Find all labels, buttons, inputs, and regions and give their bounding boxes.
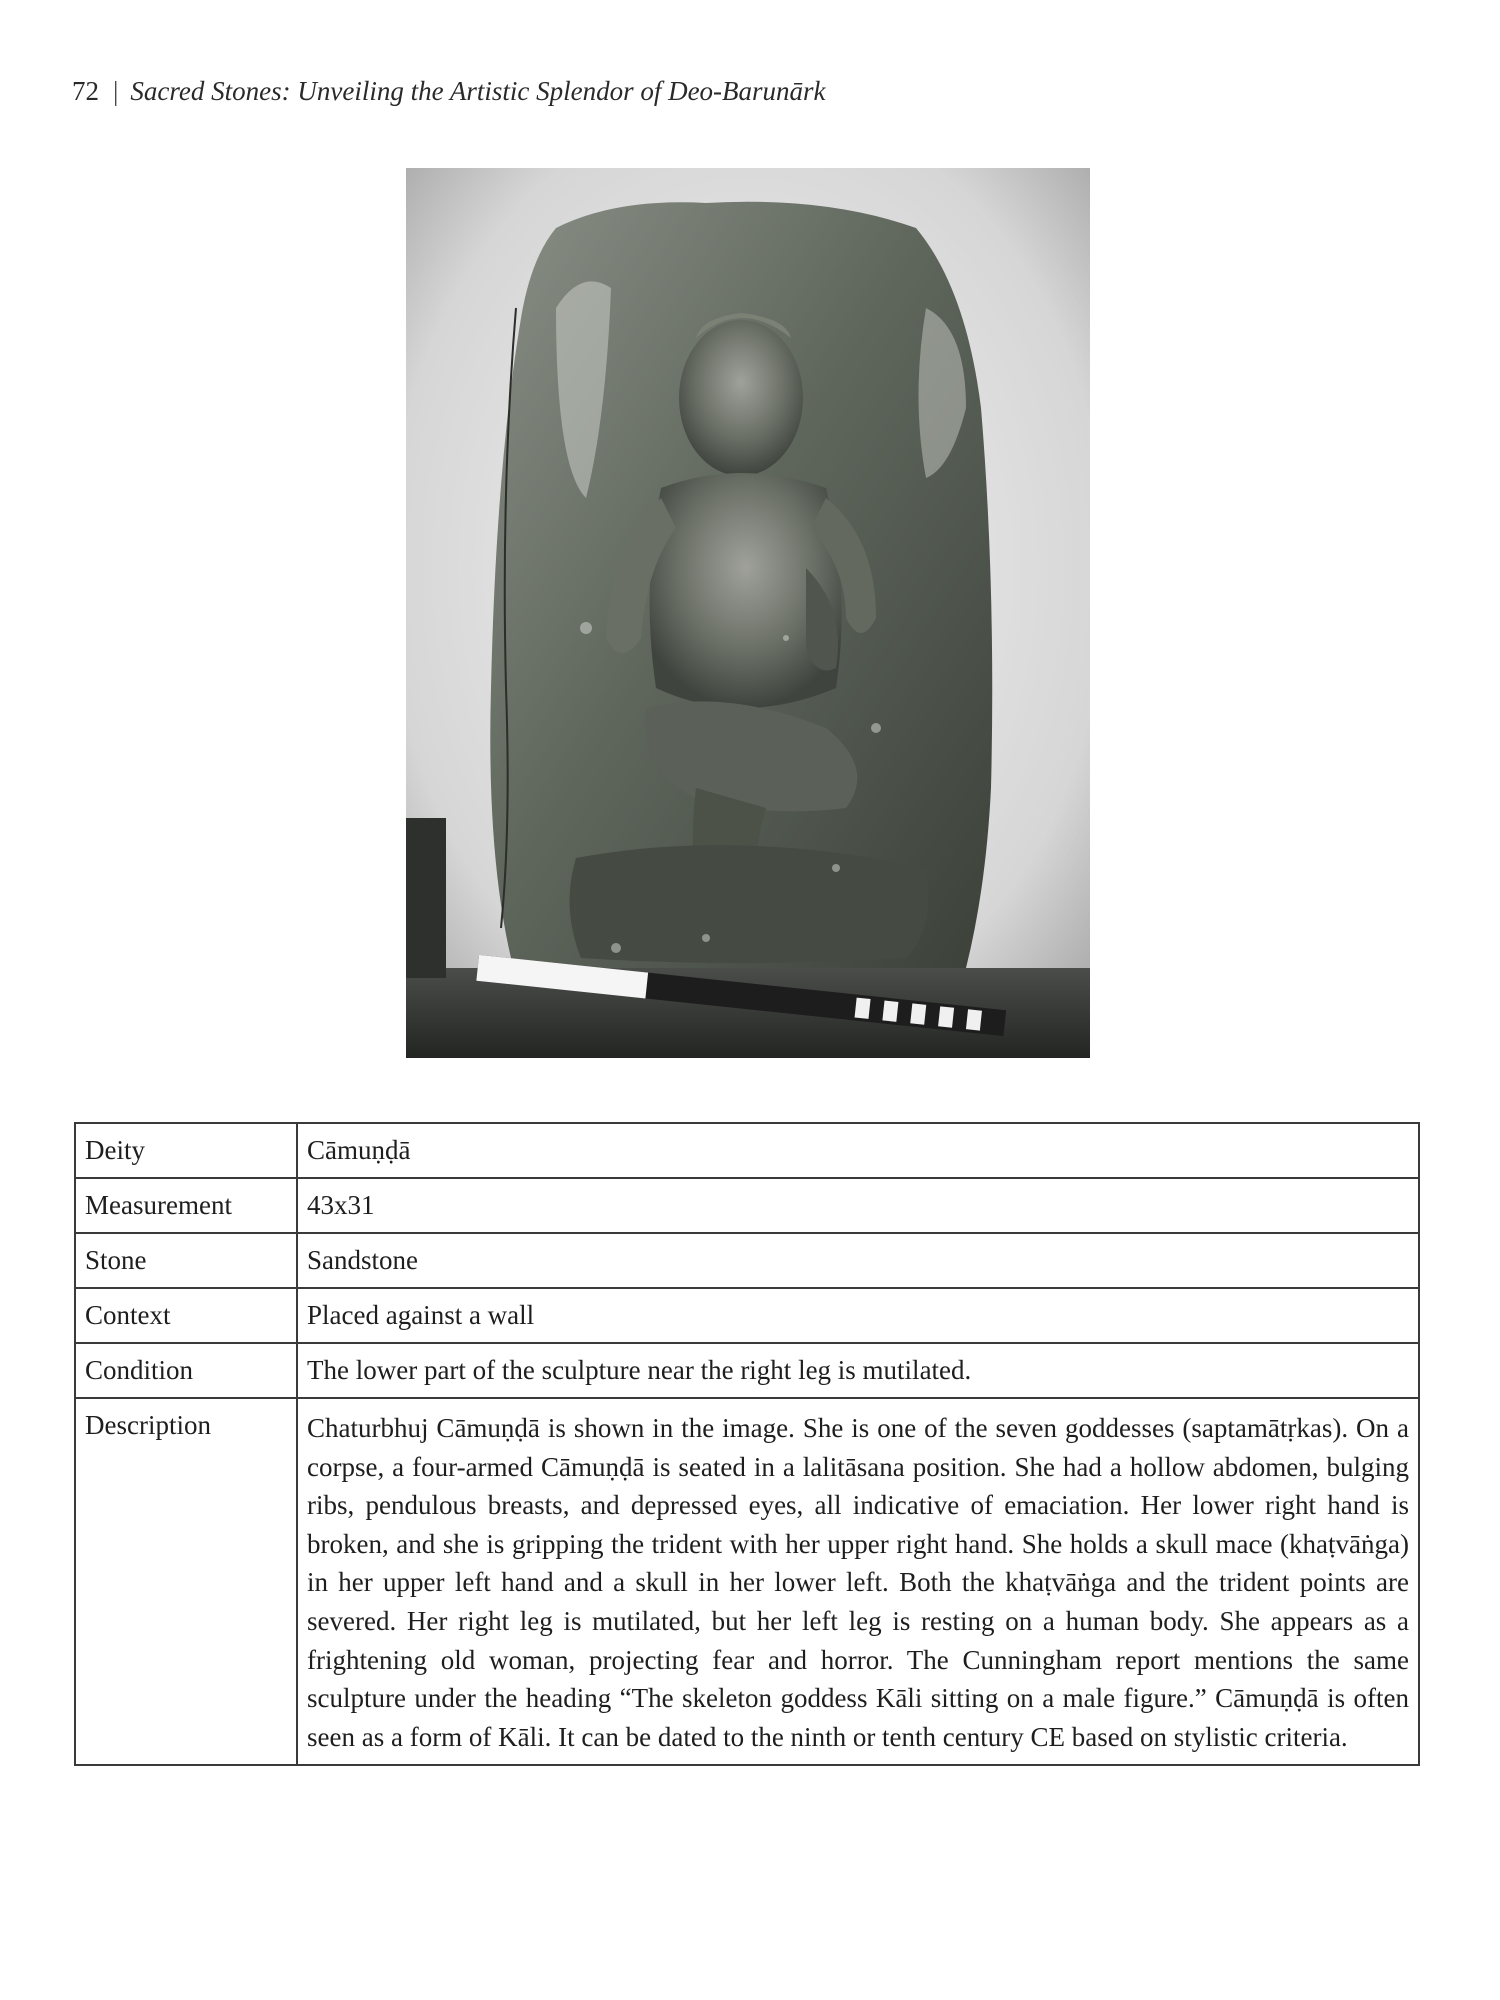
corpse-base xyxy=(570,845,929,963)
running-header xyxy=(72,76,826,107)
scale-mark-1 xyxy=(855,998,871,1019)
table-label-condition: Condition xyxy=(75,1343,297,1398)
table-value-measurement: 43x31 xyxy=(297,1178,1419,1233)
table-value-deity: Cāmuṇḍā xyxy=(297,1123,1419,1178)
floor-shadow-left xyxy=(406,818,446,978)
figure-head xyxy=(679,320,803,476)
sculpture-photo-image xyxy=(406,168,1090,1058)
book-title: Sacred Stones: Unveiling the Artistic Splendor of Deo-Barunārk xyxy=(130,76,826,106)
table-row-deity xyxy=(75,1123,1419,1178)
table-value-condition: The lower part of the sculpture near the right leg is mutilated. xyxy=(297,1343,1419,1398)
table-row-condition xyxy=(75,1343,1419,1398)
table-value-context: Placed against a wall xyxy=(297,1288,1419,1343)
table-row-context xyxy=(75,1288,1419,1343)
table-label-context: Context xyxy=(75,1288,297,1343)
page-number: 72 xyxy=(72,76,99,106)
table-label-description: Description xyxy=(75,1398,297,1765)
table-row-measurement xyxy=(75,1178,1419,1233)
header-separator: | xyxy=(113,76,119,106)
scale-mark-5 xyxy=(966,1009,982,1030)
table-value-stone: Sandstone xyxy=(297,1233,1419,1288)
scale-mark-2 xyxy=(882,1000,898,1021)
table-label-stone: Stone xyxy=(75,1233,297,1288)
sculpture-photograph xyxy=(406,168,1090,1058)
table-value-description: Chaturbhuj Cāmuṇḍā is shown in the image. She is one of the seven goddesses (saptamātṛkas). On a corpse, a four-armed Cāmuṇḍā is seated in a lalitāsana position. She had a hollow abdomen, bulging ribs, pendulous breasts, and depressed eyes, all indicative of emaciation. Her lower right hand is broken, and she is gripping the trident with her upper right hand. She holds a skull mace (khaṭvāṅga) in her upper left hand and a skull in her lower left. Both the khaṭvāṅga and the trident points are severed. Her right leg is mutilated, but her left leg is resting on a human body. She appears as a frightening old woman, projecting fear and horror. The Cunningham report mentions the same sculpture under the heading “The skeleton goddess Kāli sitting on a male figure.” Cāmuṇḍā is often seen as a form of Kāli. It can be dated to the ninth or tenth century CE based on stylistic criteria. xyxy=(297,1398,1419,1765)
table-row-stone xyxy=(75,1233,1419,1288)
catalog-table xyxy=(74,1122,1420,1766)
scale-mark-3 xyxy=(910,1003,926,1024)
table-label-deity: Deity xyxy=(75,1123,297,1178)
scale-mark-4 xyxy=(938,1006,954,1027)
table-label-measurement: Measurement xyxy=(75,1178,297,1233)
table-row-description xyxy=(75,1398,1419,1765)
